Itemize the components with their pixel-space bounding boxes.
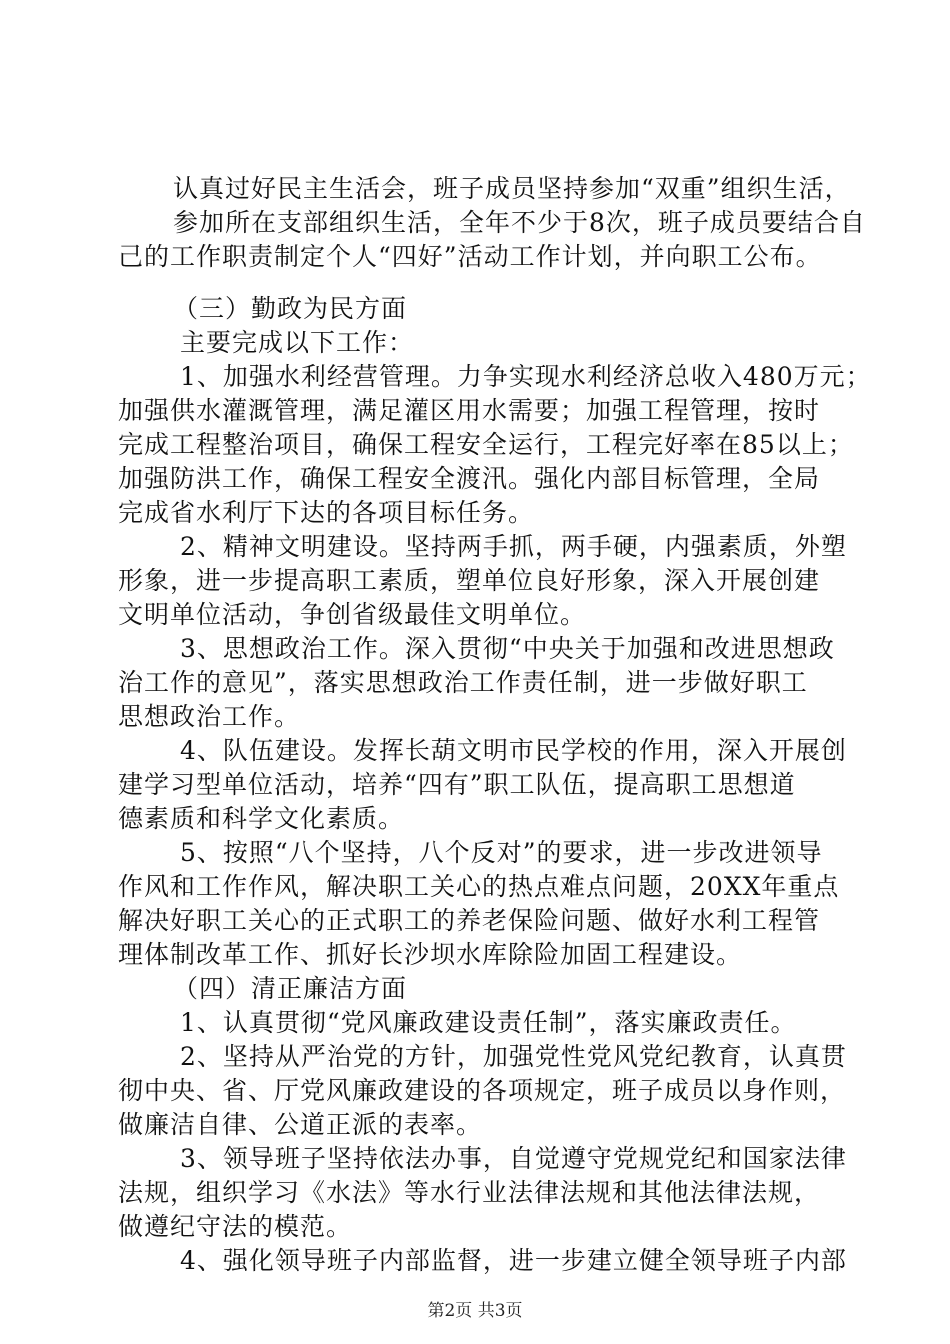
section4-item-4 [173,1244,863,1278]
text-line: 3、领导班子坚持依法办事，自觉遵守党规党纪和国家法律 [180,1144,847,1173]
text-line: 己的工作职责制定个人“四好”活动工作计划，并向职工公布。 [118,242,822,271]
text-line: 文明单位活动，争创省级最佳文明单位。 [118,600,587,629]
section3-item-4 [118,734,863,836]
text-line: 思想政治工作。 [118,702,301,731]
text-line: 德素质和科学文化素质。 [118,804,405,833]
text-line: 4、队伍建设。发挥长葫文明市民学校的作用，深入开展创 [180,736,847,765]
section3-item-3 [118,632,863,734]
section3-title: （三）勤政为民方面 [173,294,408,323]
text-line: 形象，进一步提高职工素质，塑单位良好形象，深入开展创建 [118,566,821,595]
text-line: 5、按照“八个坚持，八个反对”的要求，进一步改进领导 [180,838,823,867]
text-line: 2、精神文明建设。坚持两手抓，两手硬，内强素质，外塑 [180,532,847,561]
section3-item-5 [118,836,863,972]
text-line: 4、强化领导班子内部监督，进一步建立健全领导班子内部 [180,1246,847,1275]
text-line: 加强防洪工作，确保工程安全渡汛。强化内部目标管理，全局 [118,464,821,493]
text-line: 作风和工作作风，解决职工关心的热点难点问题，20XX年重点 [118,872,840,901]
text-line: 建学习型单位活动，培养“四有”职工队伍，提高职工思想道 [118,770,796,799]
text-line: 解决好职工关心的正式职工的养老保险问题、做好水利工程管 [118,906,821,935]
text-line: 加强供水灌溉管理，满足灌区用水需要；加强工程管理，按时 [118,396,821,425]
text-line: 治工作的意见”，落实思想政治工作责任制，进一步做好职工 [118,668,808,697]
section4-item-2 [118,1040,863,1142]
text-line: 完成工程整治项目，确保工程安全运行，工程完好率在85以上； [118,430,854,459]
text-line: 做廉洁自律、公道正派的表率。 [118,1110,483,1139]
section3-item-1 [118,360,872,530]
text-line: 2、坚持从严治党的方针，加强党性党风党纪教育，认真贯 [180,1042,847,1071]
text-line: 参加所在支部组织生活，全年不少于8次，班子成员要结合自 [173,208,866,237]
spacer [173,274,863,292]
text-line: 1、加强水利经营管理。力争实现水利经济总收入480万元； [180,362,872,391]
document-body [118,172,872,1278]
text-line: 1、认真贯彻“党风廉政建设责任制”，落实廉政责任。 [180,1008,797,1037]
text-line: 认真过好民主生活会，班子成员坚持参加“双重”组织生活， [173,174,851,203]
text-line: 做遵纪守法的模范。 [118,1212,353,1241]
text-line: 理体制改革工作、抓好长沙坝水库除险加固工程建设。 [118,940,743,969]
paragraph-top [118,172,866,274]
text-line: 法规，组织学习《水法》等水行业法律法规和其他法律法规， [118,1178,821,1207]
text-line: 彻中央、省、厅党风廉政建设的各项规定，班子成员以身作则， [118,1076,847,1105]
page-number-footer: 第2页 共3页 [427,1301,523,1321]
section4-item-1 [173,1006,863,1040]
section3-item-2 [118,530,863,632]
section4-title: （四）清正廉洁方面 [173,974,408,1003]
text-line: 3、思想政治工作。深入贯彻“中央关于加强和改进思想政 [180,634,835,663]
section3-intro: 主要完成以下工作： [180,328,415,357]
section4-item-3 [118,1142,863,1244]
text-line: 完成省水利厅下达的各项目标任务。 [118,498,535,527]
